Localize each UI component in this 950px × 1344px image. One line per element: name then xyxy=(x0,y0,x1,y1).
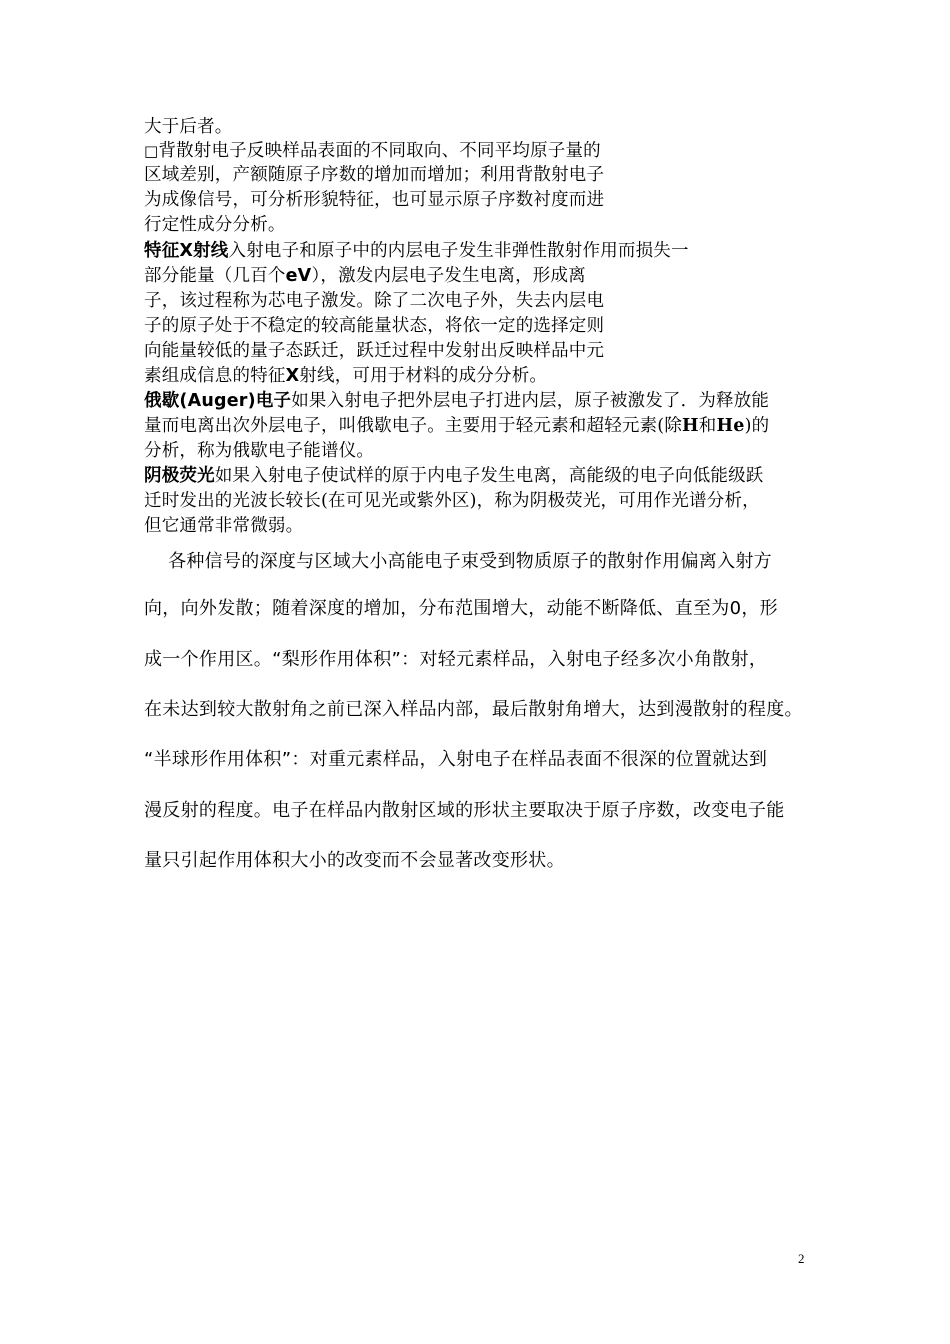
text-line xyxy=(144,116,233,138)
text-span: 分析，称为俄歇电子能谱仪。 xyxy=(144,441,375,461)
text-span: 但它通常非常微弱。 xyxy=(144,516,304,536)
text-span: 大于后者。 xyxy=(144,117,233,137)
text-span: 子的原子处于不稳定的较高能量状态，将依一定的选择定则 xyxy=(144,316,605,336)
bold-span: He xyxy=(716,416,745,436)
text-line xyxy=(144,390,769,412)
term-cathodo: 阴极荧光 xyxy=(144,466,215,486)
page-number: 2 xyxy=(798,1251,805,1266)
text-line xyxy=(144,240,689,262)
text-line xyxy=(144,315,604,337)
text-span: 量而电离出次外层电子，叫俄歇电子。主要用于轻元素和超轻元素(除 xyxy=(144,416,683,436)
text-span: 素组成信息的特征 xyxy=(144,366,286,386)
text-span: 迁时发出的光波长较长(在可见光或紫外区)，称为阴极荧光，可用作光谱分析， xyxy=(144,491,760,511)
text-span: ），激发内层电子发生电离，形成离 xyxy=(311,266,586,286)
paragraph-line: “半球形作用体积”：对重元素样品，入射电子在样品表面不很深的位置就达到 xyxy=(144,749,768,770)
text-line xyxy=(144,340,604,362)
text-span: 子，该过程称为芯电子激发。除了二次电子外，失去内层电 xyxy=(144,291,605,311)
text-line xyxy=(144,415,769,437)
text-line xyxy=(144,440,374,462)
paragraph-line: 向，向外发散；随着深度的增加，分布范围增大，动能不断降低、直至为0，形 xyxy=(144,598,778,619)
paragraph-line: 成一个作用区。“梨形作用体积”：对轻元素样品，入射电子经多次小角散射， xyxy=(144,649,768,670)
text-line xyxy=(144,265,586,287)
text-span: 背散射电子反映样品表面的不同取向、不同平均原子量的 xyxy=(158,141,601,161)
term-auger: 俄歇(Auger)电子 xyxy=(144,391,292,411)
text-line xyxy=(144,465,764,487)
paragraph-line: 在未达到较大散射角之前已深入样品内部，最后散射角增大，达到漫散射的程度。 xyxy=(144,699,803,720)
text-span: )的 xyxy=(744,416,770,436)
text-line xyxy=(144,490,760,512)
text-span: 如果入射电子使试样的原于内电子发生电离，高能级的电子向低能级跃 xyxy=(214,466,764,486)
text-line xyxy=(144,189,604,211)
term-xray: 特征X射线 xyxy=(144,241,229,261)
text-line xyxy=(144,140,601,162)
text-line xyxy=(144,164,604,186)
text-line xyxy=(144,365,547,387)
text-line xyxy=(144,290,604,312)
bold-span: H xyxy=(682,416,699,436)
text-span: 部分能量（几百个 xyxy=(144,266,286,286)
paragraph-line: 漫反射的程度。电子在样品内散射区域的形状主要取决于原子序数，改变电子能 xyxy=(144,800,785,821)
text-line xyxy=(144,214,286,236)
text-span: 如果入射电子把外层电子打进内层，原子被激发了．为释放能 xyxy=(291,391,770,411)
paragraph-line: 量只引起作用体积大小的改变而不会显著改变形状。 xyxy=(144,850,565,871)
text-span: 向能量较低的量子态跃迁，跃迁过程中发射出反映样品中元 xyxy=(144,341,605,361)
bold-span: X xyxy=(285,366,300,386)
paragraph-line: 各种信号的深度与区域大小高能电子束受到物质原子的散射作用偏离入射方 xyxy=(144,551,772,572)
text-line xyxy=(144,515,303,537)
text-span: 入射电子和原子中的内层电子发生非弹性散射作用而损失一 xyxy=(228,241,689,261)
text-span: 区域差别，产额随原子序数的增加而增加；利用背散射电子 xyxy=(144,165,605,185)
text-span: 行定性成分分析。 xyxy=(144,215,286,235)
text-span: 射线，可用于材料的成分分析。 xyxy=(299,366,548,386)
bullet-box-icon: □ xyxy=(144,142,159,160)
text-span: 和 xyxy=(698,416,717,436)
text-span: 为成像信号，可分析形貌特征，也可显示原子序数衬度而进 xyxy=(144,190,605,210)
bold-span: eV xyxy=(285,266,312,286)
